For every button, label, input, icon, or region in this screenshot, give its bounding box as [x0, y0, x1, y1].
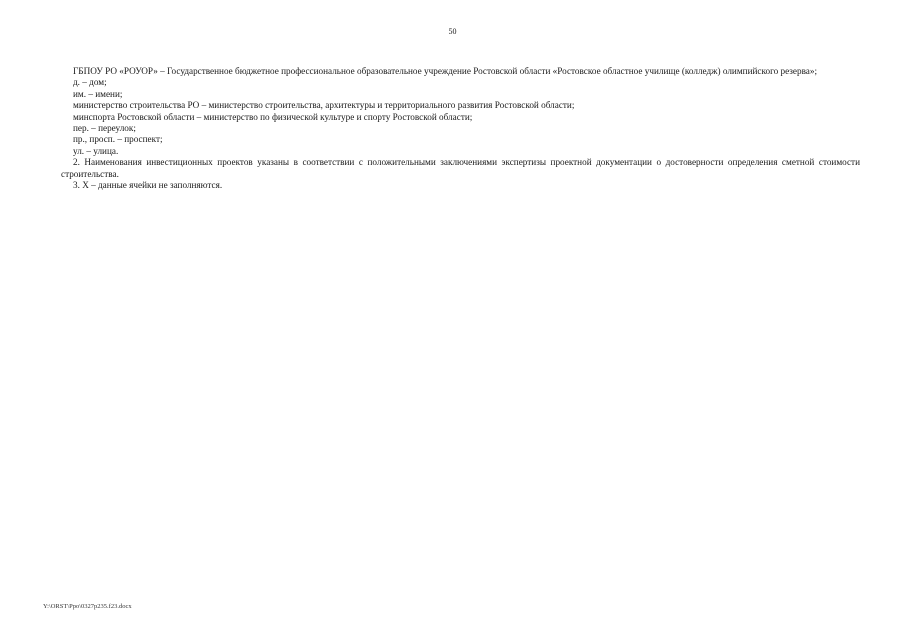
note-abbreviation-minsport: минспорта Ростовской области – министерство по физической культуре и спорту Ростовской области; [73, 111, 473, 122]
note-abbreviation-minstroy: министерство строительства РО – министерство строительства, архитектуры и территориального развития Ростовской области; [73, 100, 575, 111]
note-2-project-names: 2. Наименования инвестиционных проектов указаны в соответствии с положительными заключениями экспертизы проектной документации о достоверности определения сметной стоимости строительства. [61, 157, 860, 179]
note-3-empty-cells: 3. Х – данные ячейки не заполняются. [73, 180, 223, 191]
document-body [61, 66, 860, 191]
note-abbreviation-prospekt: пр., просп. – проспект; [73, 134, 163, 145]
page-number: 50 [448, 27, 457, 36]
note-abbreviation-gbpou: ГБПОУ РО «РОУОР» – Государственное бюджетное профессиональное образовательное учреждение Ростовской области «Ростовское областное училище (колледж) олимпийского резерва»; [73, 66, 818, 76]
note-abbreviation-imeni: им. – имени; [73, 88, 123, 99]
note-abbreviation-pereulok: пер. – переулок; [73, 123, 136, 134]
note-abbreviation-dom: д. – дом; [73, 77, 107, 88]
footer-file-path: Y:\ORST\Ppo\0327p235.f23.docx [43, 603, 132, 610]
note-abbreviation-ulitsa: ул. – улица. [73, 145, 119, 156]
